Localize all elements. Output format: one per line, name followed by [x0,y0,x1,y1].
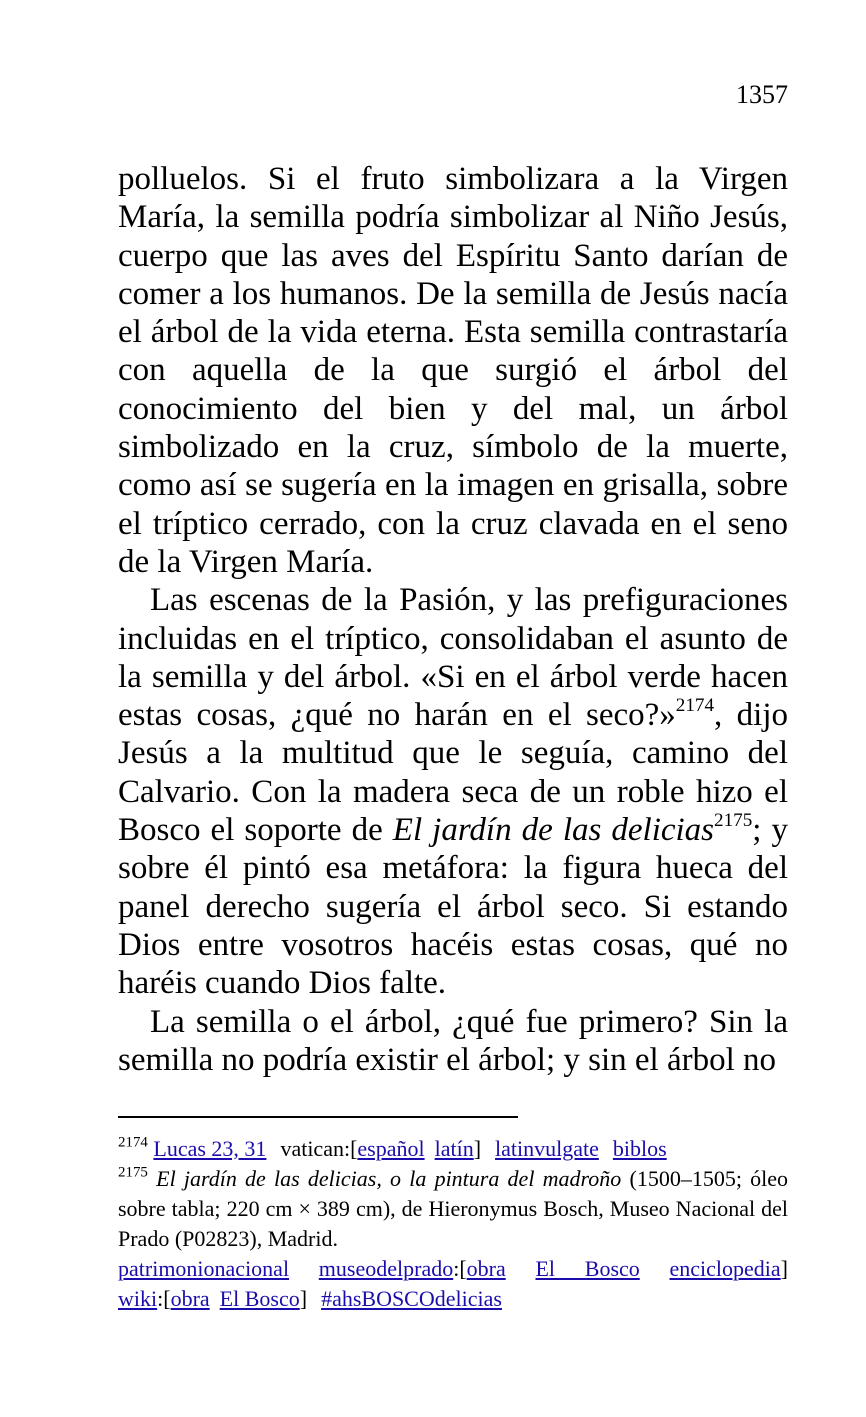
lucas-link[interactable]: Lucas 23, 31 [153,1136,267,1161]
museodelprado-link[interactable]: museodelprado [318,1256,454,1281]
wiki-link[interactable]: wiki [118,1286,158,1311]
footnote-number: 2174 [118,1134,148,1151]
paragraph-text: , dijo Jesús a la multitud que le seguía, camino del Calvario. Con la madera seca de un roble hizo el Bosco el soporte de [118,697,789,849]
footnote-divider [118,1116,518,1118]
footnote [118,1134,788,1164]
el-bosco-link[interactable]: El Bosco [535,1256,640,1281]
hashtag-link[interactable]: #ahsBOSCOdelicias [321,1286,502,1311]
artwork-title: El jardín de las delicias [392,812,715,849]
footnote-links [118,1254,788,1284]
obra-link[interactable]: obra [466,1256,506,1281]
footnote-text: (1500–1505; óleo sobre tabla; 220 cm × 389 cm), de Hieronymus Bosch, Museo Nacional del Prado (P02823), Madrid. [118,1166,789,1251]
patrimonionacional-link[interactable]: patrimonionacional [118,1256,290,1281]
latin-link[interactable]: latín [434,1136,474,1161]
biblos-link[interactable]: biblos [612,1136,667,1161]
footnotes [118,1134,788,1314]
bracket: :[ [453,1256,467,1281]
wiki-obra-link[interactable]: obra [170,1286,210,1311]
bracket: ] [299,1286,308,1311]
footnote-ref: 2174 [675,695,715,717]
paragraph: polluelos. Si el fruto simbolizara a la Virgen María, la semilla podría simbolizar al Niño Jesús, cuerpo que las aves del Espíritu Santo darían de comer a los humanos. De la semilla de Jesús nacía el árbol de la vida eterna. Esta semilla contrastaría con aquella de la que surgió el árbol del conocimiento del bien y del mal, un árbol simbolizado en la cruz, símbolo de la muerte, como así se sugería en la imagen en grisalla, sobre el tríptico cerrado, con la cruz clavada en el seno de la Virgen María. [118,161,788,580]
paragraph: La semilla o el árbol, ¿qué fue primero? Sin la semilla no podría existir el árbol; y sin el árbol no [118,1003,788,1078]
footnote-ref: 2175 [714,810,753,832]
footnote [118,1164,788,1254]
artwork-title: El jardín de las delicias, o la pintura del madroño [156,1166,622,1191]
page-number: 1357 [736,80,788,109]
paragraph-text: Las escenas de la Pasión, y las prefiguraciones incluidas en el tríptico, consolidaban el asunto de la semilla y del árbol. «Si en el árbol verde hacen estas cosas, ¿qué no harán en el seco?» [118,582,788,734]
body-text [118,160,788,1079]
paragraph-text: ; y sobre él pintó esa metáfora: la figura hueca del panel derecho sugería el árbol seco. Si estando Dios entre vosotros hacéis estas cosas, qué no haréis cuando Dios falte. [118,812,788,1002]
latinvulgate-link[interactable]: latinvulgate [495,1136,599,1161]
espanol-link[interactable]: español [357,1136,425,1161]
footnote-number: 2175 [118,1164,148,1181]
footnote-links [118,1284,788,1314]
enciclopedia-link[interactable]: enciclopedia [669,1256,781,1281]
paragraph [118,581,788,1002]
wiki-el-bosco-link[interactable]: El Bosco [219,1286,300,1311]
bracket: ] [473,1136,482,1161]
vatican-label: vatican:[ [280,1136,358,1161]
bracket: :[ [157,1286,171,1311]
bracket: ] [780,1256,788,1281]
